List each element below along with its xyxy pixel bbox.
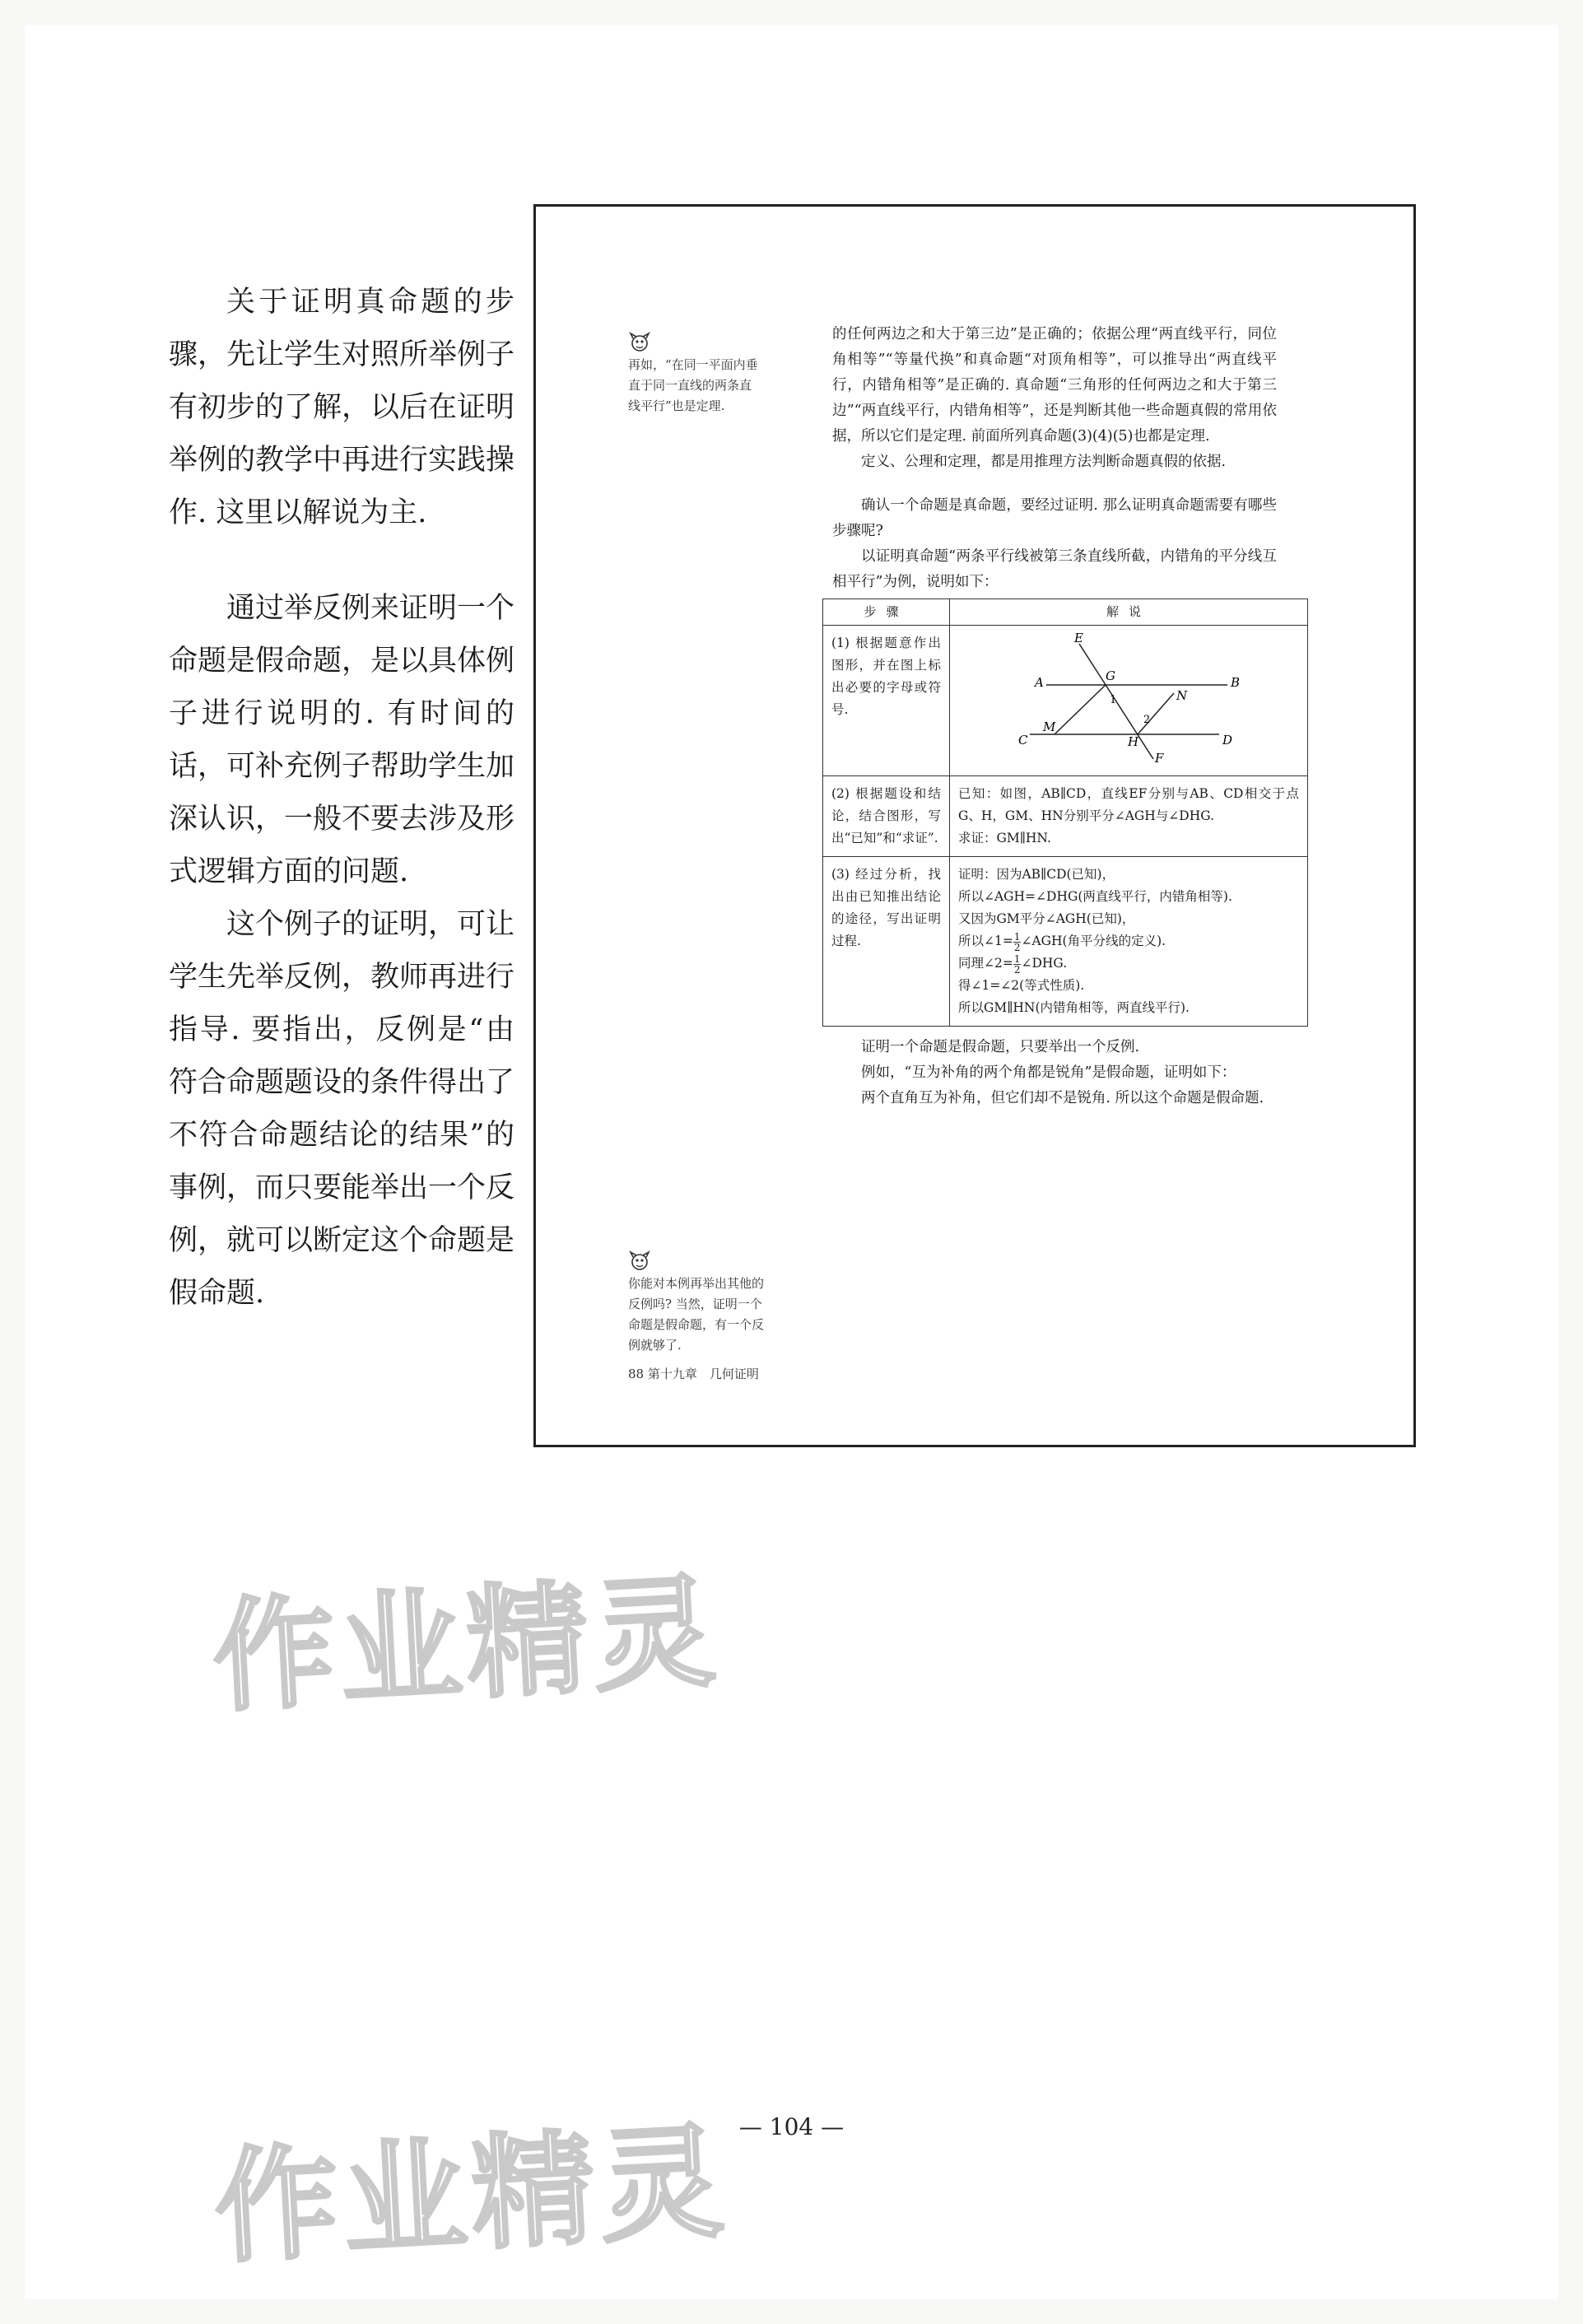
side-note-bottom: [628, 1250, 764, 1356]
header-explanation: 解说: [949, 599, 1307, 626]
label-angle-2: 2: [1143, 714, 1151, 726]
textbook-body: [831, 322, 1299, 1111]
mascot-icon: [628, 1250, 651, 1272]
label-f: F: [1154, 751, 1164, 765]
paragraph-example-intro: 以证明真命题“两条平行线被第三条直线所截，内错角的平分线互相平行”为例，说明如下：: [832, 548, 1277, 590]
proof-line-start: 所以∠1=: [957, 934, 1013, 948]
step-1: (1) 根据题意作出图形，并在图上标出必要的字母或符号.: [823, 626, 950, 776]
geometry-diagram-cell: [949, 626, 1307, 776]
footer-chapter: 第十九章 几何证明: [647, 1367, 759, 1381]
proof-line: [958, 952, 1299, 975]
paragraph-theorems: 的任何两边之和大于第三边”是正确的；依据公理“两直线平行，同位角相等”“等量代换”和真命题“对顶角相等”，可以推导出“两直线平行，内错角相等”是正确的. 真命题“三角形的任何两边之和大于第三边”“两直线平行，内错角相等”，还是判断其他一些命题真假的常用依据，所以它们是定理. 前面所列真命题(3)(4)(5)也都是定理.: [832, 326, 1277, 445]
side-note-bottom-text: 你能对本例再举出其他的反例吗? 当然，证明一个命题是假命题，有一个反例就够了.: [628, 1276, 765, 1353]
prove-statement: 求证：GM∥HN.: [957, 831, 1051, 845]
watermark: 作业精灵: [209, 1560, 724, 1729]
margin-note-1: 关于证明真命题的步骤，先让学生对照所举例子有初步的了解，以后在证明举例的教学中再进行实践操作. 这里以解说为主.: [169, 286, 515, 529]
proof-line: 所以GM∥HN(内错角相等，两直线平行).: [957, 1000, 1190, 1015]
proof-line-end: ∠AGH(角平分线的定义).: [1021, 934, 1166, 948]
table-row: [823, 776, 1308, 857]
label-e: E: [1073, 631, 1083, 645]
table-row: [823, 857, 1308, 1027]
fraction-one-half: [1013, 954, 1022, 975]
fraction-denominator: 2: [1013, 941, 1021, 953]
label-a: A: [1034, 675, 1044, 690]
fraction-numerator: 1: [1013, 952, 1021, 965]
proof-line: 证明：因为AB∥CD(已知)，: [957, 867, 1115, 882]
proof-line: [958, 930, 1299, 952]
paragraph-counterexample: 证明一个命题是假命题，只要举出一个反例.: [861, 1039, 1140, 1055]
label-d: D: [1222, 733, 1233, 747]
label-g: G: [1105, 668, 1115, 683]
proof-line-end: ∠DHG.: [1021, 956, 1068, 971]
step-2: (2) 根据题设和结论，结合图形，写出“已知”和“求证”.: [823, 776, 950, 857]
paragraph-basis: 定义、公理和定理，都是用推理方法判断命题真假的依据.: [861, 454, 1227, 470]
label-c: C: [1017, 733, 1028, 747]
margin-note-2: 通过举反例来证明一个命题是假命题，是以具体例子进行说明的. 有时间的话，可补充例子帮助学生加深认识，一般不要去涉及形式逻辑方面的问题.: [169, 592, 515, 888]
proof-line: 所以∠AGH=∠DHG(两直线平行，内错角相等).: [957, 889, 1232, 904]
side-note-top-text: 再如，“在同一平面内垂直于同一直线的两条直线平行”也是定理.: [628, 357, 758, 413]
table-row: [823, 626, 1308, 776]
footer-page-number: 88: [628, 1367, 645, 1381]
watermark: 作业精灵: [211, 2110, 732, 2281]
mascot-icon: [628, 332, 651, 353]
paragraph-conclusion: 两个直角互为补角，但它们却不是锐角. 所以这个命题是假命题.: [861, 1090, 1264, 1106]
fraction-numerator: 1: [1013, 930, 1021, 943]
page-number: — 104 —: [738, 2113, 845, 2140]
margin-note-3: 这个例子的证明，可让学生先举反例，教师再进行指导. 要指出，反例是“由符合命题题设的条件得出了不符合命题结论的结果”的事例，而只要能举出一个反例，就可以断定这个命题是假命题.: [169, 908, 515, 1310]
label-m: M: [1042, 720, 1056, 734]
step-3-proof: [949, 857, 1307, 1027]
bisector-gm: [1055, 685, 1106, 734]
paragraph-proof-steps-question: 确认一个命题是真命题，要经过证明. 那么证明真命题需要有哪些步骤呢?: [832, 497, 1277, 539]
table-header-row: [823, 599, 1308, 626]
textbook-page-scan: [533, 204, 1416, 1447]
step-3: (3) 经过分析，找出由已知推出结论的途径，写出证明过程.: [823, 857, 950, 1027]
label-n: N: [1176, 688, 1188, 703]
parallel-lines-diagram: [964, 629, 1293, 765]
label-h: H: [1127, 734, 1139, 749]
proof-line: 又因为GM平分∠AGH(已知)，: [957, 911, 1135, 926]
fraction-denominator: 2: [1013, 963, 1021, 976]
side-note-top: [628, 332, 760, 417]
header-steps: 步骤: [823, 599, 950, 626]
book-footer: [628, 1365, 759, 1382]
fraction-one-half: [1013, 932, 1022, 952]
teacher-margin-notes: [169, 276, 514, 1320]
label-angle-1: 1: [1109, 694, 1117, 706]
known-statement: 已知：如图，AB∥CD，直线EF分别与AB、CD相交于点G、H，GM、HN分别平分∠AGH与∠DHG.: [957, 786, 1299, 823]
proof-steps-table: [822, 598, 1308, 1027]
step-2-explanation: [949, 776, 1307, 857]
label-b: B: [1230, 675, 1241, 690]
proof-line: 得∠1=∠2(等式性质).: [957, 978, 1085, 993]
paragraph-example: 例如，“互为补角的两个角都是锐角”是假命题，证明如下：: [861, 1064, 1236, 1081]
proof-line-start: 同理∠2=: [957, 956, 1013, 971]
